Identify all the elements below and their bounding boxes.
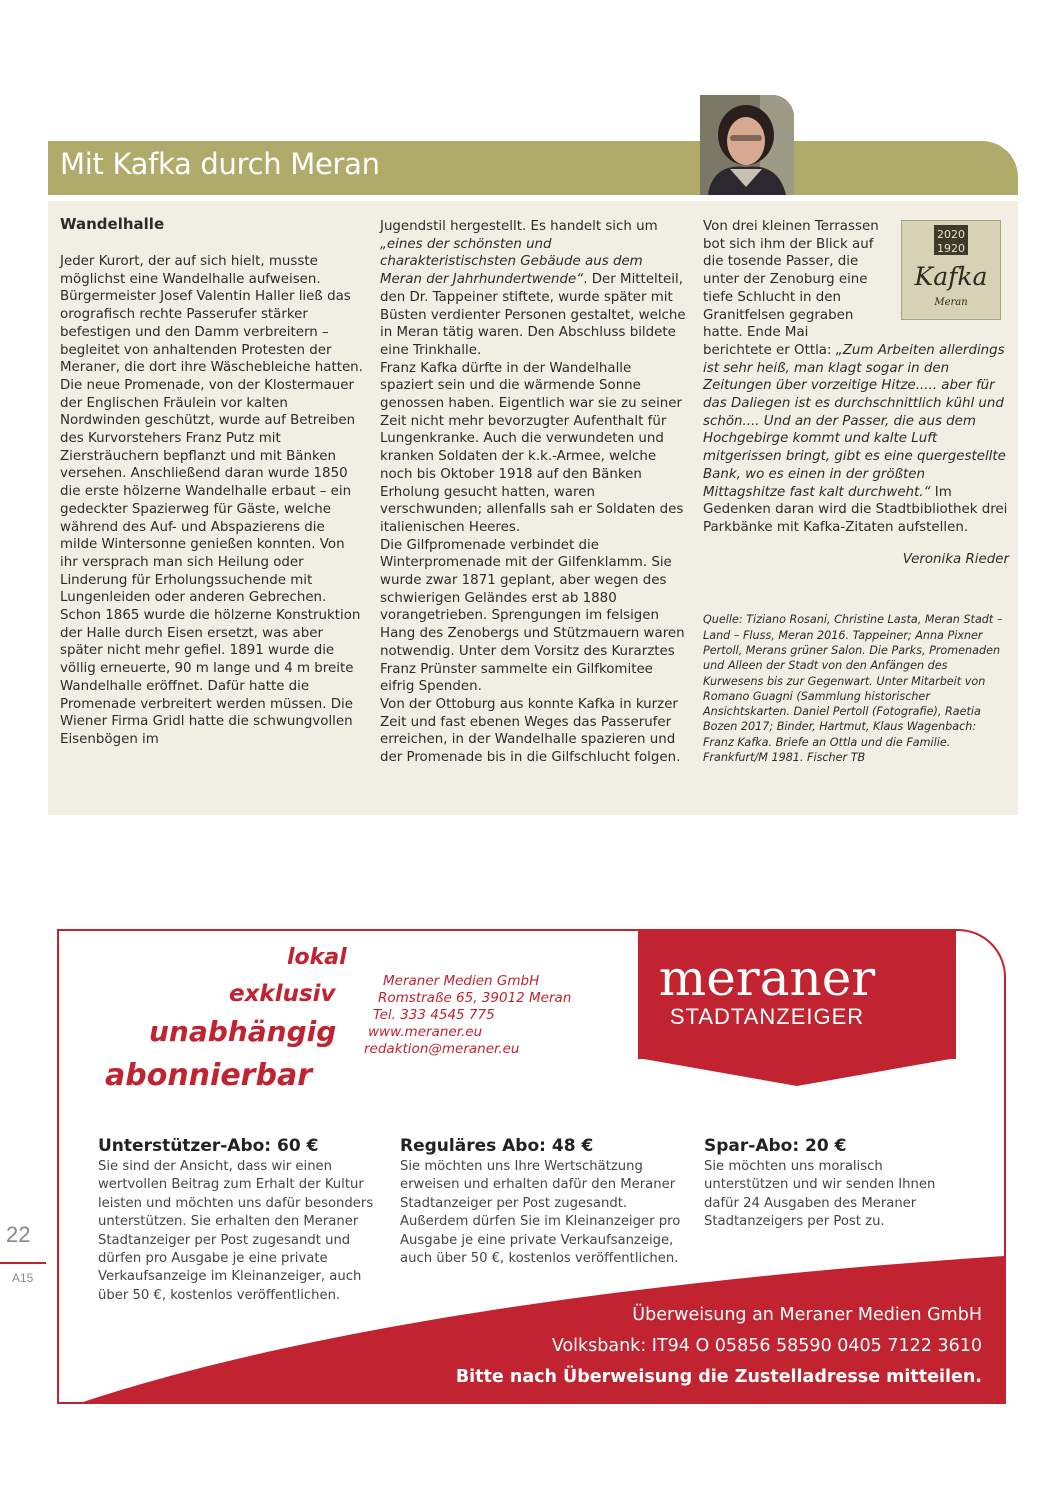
kafka-logo-sub: Meran (934, 297, 968, 308)
slogan-unabhaengig: unabhängig (149, 1015, 337, 1048)
stadtanzeiger-logo: STADTANZEIGER (669, 1004, 865, 1029)
abo-text-saver: Sie möchten uns moralisch unterstützen und wir senden Ihnen dafür 24 Ausgaben des Meraner Stadtanzeigers per Post zu. (704, 1159, 936, 1230)
meraner-logo: meraner (658, 949, 876, 1007)
article-quote: „eines der schönsten und charakteristischsten Gebäude aus dem Meran der Jahrhundertwende“ (380, 236, 643, 288)
slogan-exklusiv: exklusiv (229, 981, 336, 1007)
payment-note: Bitte nach Überweisung die Zustelladresse mitteilen. (455, 1367, 982, 1387)
article-subtitle: Wandelhalle (60, 215, 165, 233)
article-text: . Der Mittelteil, den Dr. Tappeiner stiftete, wurde später mit Büsten verdienter Personen gestaltet, welche in Meran tätig waren. Den Abschluss bildete eine Trinkhalle. (380, 272, 686, 358)
page-number: 22 (6, 1222, 31, 1247)
kafka-logo-year-top: 2020 (937, 228, 965, 241)
article-title: Mit Kafka durch Meran (60, 147, 380, 181)
kafka-logo-word: Kafka (914, 262, 988, 291)
contact-company: Meraner Medien GmbH (383, 973, 540, 989)
page-code: A15 (12, 1271, 34, 1285)
article-text: berichtete er Ottla: (703, 342, 836, 358)
article-paragraph: Franz Kafka dürfte in der Wandelhalle spaziert sein und die wärmende Sonne genossen haben. Eigentlich war sie zu seiner Zeit nicht mehr bevorzugter Aufenthalt für Lungenkranke. Auch die verwundeten und kranken Soldaten der k.k.-Armee, welche noch bis Oktober 1918 auf den Bänken Erholung gesucht hatten, waren verschwunden; allenfalls sah er Soldaten des italienischen Heeres. (380, 360, 684, 535)
article-quote: „Zum Arbeiten allerdings ist sehr heiß, man klagt sogar in den Zeitungen über vorzeitige Hitze..... aber für das Daliegen ist es durchschnittlich kühl und schön.... Und an der Passer, die aus dem Hochgebirge kommt und kalte Luft mitgerissen bringt, gibt es eine quergestellte Bank, wo es einen in der größten Mittagshitze fast kalt durchweht.“ (703, 342, 1006, 500)
payment-recipient: Überweisung an Meraner Medien GmbH (632, 1305, 982, 1325)
article-text: Jugendstil hergestellt. Es handelt sich um (380, 219, 658, 234)
article-source: Quelle: Tiziano Rosani, Christine Lasta, Meran Stadt – Land – Fluss, Meran 2016. Tappeiner; Anna Pixner Pertoll, Merans grüner Salon. Die Parks, Promenaden und Alleen der Stadt von den Anfängen des Kurwesens bis zur Gegenwart. Unter Mitarbeit von Romano Guagni (Sammlung historischer Ansichtskarten. Daniel Pertoll (Fotografie), Raetia Bozen 2017; Binder, Hartmut, Klaus Wagenbach: Franz Kafka. Briefe an Ottla und die Familie. Frankfurt/M 1981. Fischer TB (703, 613, 1003, 765)
payment-bank: Volksbank: IT94 O 05856 58590 0405 7122 3610 (551, 1336, 982, 1356)
slogan-abonnierbar: abonnierbar (105, 1058, 312, 1093)
contact-website[interactable]: www.meraner.eu (368, 1024, 483, 1040)
page-number-rule (0, 1262, 46, 1264)
article-paragraph: Die Gilfpromenade verbindet die Winterpromenade mit der Gilfenklamm. Sie wurde zwar 1871 geplant, aber wegen des schwierigen Geländes erst ab 1880 vorangetrieben. Sprengungen im felsigen Hang des Zenobergs und Stützmauern waren notwendig. Unter dem Vorsitz des Kurarztes Franz Prünster sammelte ein Gilfkomitee eifrig Spenden. (380, 537, 685, 695)
logo-box-point (638, 1058, 956, 1086)
slogan-lokal: lokal (287, 945, 347, 970)
article-paragraph: Von der Ottoburg aus konnte Kafka in kurzer Zeit und fast ebenen Weges das Passerufer erreichen, in der Wandelhalle spazieren und der Promenade bis in die Gilfschlucht folgen. (380, 696, 681, 766)
abo-title-regular: Reguläres Abo: 48 € (400, 1136, 594, 1156)
article-text: Von drei kleinen Terrassen bot sich ihm der Blick auf die tosende Passer, die unter der Zenoburg eine tiefe Schlucht in den Granitfelsen gegraben hatte. Ende Mai (703, 219, 879, 341)
abo-text-supporter: Sie sind der Ansicht, dass wir einen wertvollen Beitrag zum Erhalt der Kultur leisten und möchten uns dafür besonders unterstützen. Sie erhalten den Meraner Stadtanzeiger per Post zugesandt und dürfen pro Ausgabe je eine private Verkaufsanzeige im Kleinanzeiger, auch über 50 €, kostenlos veröffentlichen. (98, 1159, 374, 1303)
article-text: Im Gedenken daran wird die Stadtbibliothek drei Parkbänke mit Kafka-Zitaten aufstellen. (703, 484, 1008, 535)
article-paragraph: Jeder Kurort, der auf sich hielt, musste möglichst eine Wandelhalle aufweisen. Bürgermeister Josef Valentin Haller ließ das orografisch rechte Passerufer stärker befestigen und den Damm verbreitern – begleitet von anhaltenden Protesten der Meraner, die dort ihre Wäschebleiche hatten. Die neue Promenade, von der Klostermauer der Englischen Fräulein vor kalten Nordwinden geschützt, wurde auf Betreiben des Kurvorstehers Franz Putz mit Ziersträuchern bepflanzt und mit Bänken versehen. Anschließend daran wurde 1850 die erste hölzerne Wandelhalle erbaut – ein gedeckter Spazierweg für Gäste, welche während des Auf- und Abspazierens die milde Wintersonne genießen konnten. Von ihr versprach man sich Heilung oder Linderung für Erholungssuchende mit Lungenleiden oder anderen Gebrechen. (60, 254, 363, 606)
abo-title-saver: Spar-Abo: 20 € (704, 1136, 847, 1156)
article-author: Veronika Rieder (902, 551, 1009, 567)
contact-phone: Tel. 333 4545 775 (373, 1007, 495, 1023)
contact-address: Romstraße 65, 39012 Meran (378, 990, 572, 1006)
kafka-logo-year-bottom: 1920 (937, 242, 965, 255)
abo-text-regular: Sie möchten uns Ihre Wertschätzung erweisen und erhalten dafür den Meraner Stadtanzeiger per Post zugesandt. Außerdem dürfen Sie im Kleinanzeiger pro Ausgabe je eine private Verkaufsanzeige, auch über 50 €, kostenlos veröffentlichen. (400, 1159, 681, 1267)
abo-title-supporter: Unterstützer-Abo: 60 € (98, 1136, 319, 1156)
contact-email[interactable]: redaktion@meraner.eu (364, 1041, 520, 1057)
article-paragraph: Schon 1865 wurde die hölzerne Konstruktion der Halle durch Eisen ersetzt, was aber später nicht mehr gefiel. 1891 wurde die völlig erneuerte, 90 m lange und 4 m breite Wandelhalle eröffnet. Dafür hatte die Promenade verbreitert werden müssen. Die Wiener Firma Gridl hatte die schwungvollen Eisenbögen im (60, 608, 361, 747)
